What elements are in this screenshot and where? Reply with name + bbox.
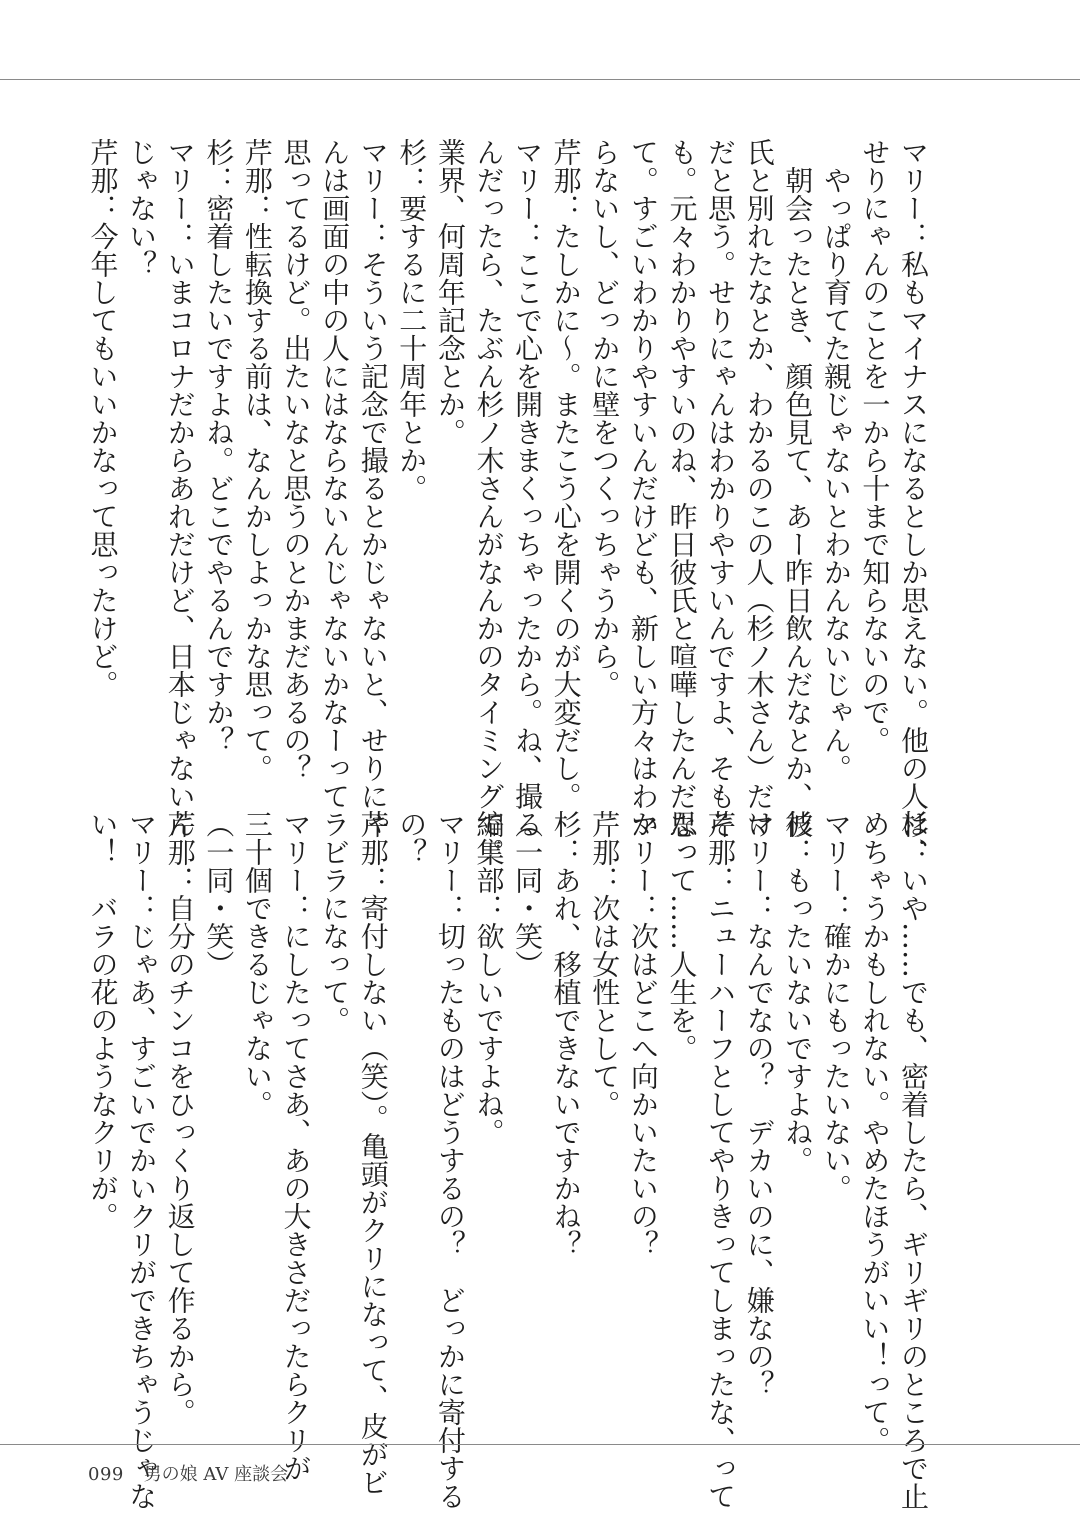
text-line: 編集部：欲しいですよね。 [472,810,506,1146]
text-line: 杉：密着したいですよね。どこでやるんですか？ [202,138,236,754]
text-line: 芹那：ニューハーフとしてやりきってしまったな、って [704,810,738,1510]
text-line: ラビラになって。 [318,810,352,1034]
text-line: の？ [395,810,429,866]
text-line: めちゃうかもしれない。やめたほうがいい！って。 [858,810,892,1454]
text-line: 芹那：寄付しない（笑）。亀頭がクリになって、皮がビ [356,810,390,1496]
text-line: やっぱり育てた親じゃないとわかんないじゃん。 [819,138,853,782]
text-line: 芹那：次は女性として。 [588,810,622,1118]
text-line: 三十個できるじゃない。 [240,810,274,1118]
bottom-rule [0,1444,1080,1445]
text-line: 杉：いや……でも、密着したら、ギリギリのところで止 [897,810,930,1510]
text-line: 杉：要するに二十周年とか。 [395,138,429,502]
text-line: マリー：そういう記念で撮るとかじゃないと、せりにゃ [356,138,390,838]
top-rule [0,79,1080,80]
section-title: 男の娘 AV 座談会 [143,1464,289,1485]
text-line: んは画面の中の人にはならないんじゃないかなーって [318,138,352,810]
text-line: 芹那：自分のチンコをひっくり返して作るから。 [163,810,197,1426]
text-line: んだったら、たぶん杉ノ木さんがなんかのタイミングで。 [472,138,506,866]
text-line: マリー：確かにもったいない。 [819,810,853,1202]
text-line: い！ バラの花のようなクリが。 [86,810,120,1230]
text-line: せりにゃんのことを一から十まで知らないので。 [858,138,892,754]
text-line: マリー：次はどこへ向かいたいの？ [626,810,660,1258]
text-line: 業界、何周年記念とか。 [433,138,467,446]
text-line: マリー：なんでなの？ デカいのに、嫌なの？ [742,810,776,1398]
text-line: （一同・笑） [511,810,545,978]
text-line: らないし、どっかに壁をつくっちゃうから。 [588,138,622,698]
text-line: 芹那：今年してもいいかなって思ったけど。 [86,138,120,698]
text-line: マリー：いまコロナだからあれだけど、日本じゃないん [163,138,197,838]
text-line: マリー：にしたってさあ、あの大きさだったらクリが [279,810,313,1482]
text-line: 氏と別れたなとか、わかるのこの人（杉ノ木さん）だけ [742,138,776,838]
page-number: 099 [88,1464,124,1485]
text-line: て。すごいわかりやすいんだけども、新しい方々はわか [626,138,660,838]
text-line: 杉：あれ、移植できないですかね？ [549,810,583,1258]
text-line: マリー：ここで心を開きまくっちゃったから。ね、撮る [511,138,545,838]
text-line: じゃない？ [125,138,159,278]
text-line: 思って……人生を。 [665,810,699,1062]
page-footer [88,1460,288,1486]
text-line: マリー：じゃあ、すごいでかいクリができちゃうじゃな [125,810,159,1510]
text-line: 芹那：たしかに〜。またこう心を開くのが大変だし。 [549,138,583,810]
text-line: も。元々わかりやすいのね、昨日彼氏と喧嘩したんだなっ [665,138,699,866]
upper-text-column [86,138,932,866]
text-line: マリー：切ったものはどうするの？ どっかに寄付する [433,810,467,1510]
text-line: だと思う。せりにゃんはわかりやすいんですよ、そもそ [704,138,738,838]
text-line: 芹那：性転換する前は、なんかしよっかな思って。 [240,138,274,782]
text-line: （一同・笑） [202,810,236,978]
text-line: マリー：私もマイナスになるとしか思えない。他の人は、 [897,138,930,866]
text-line: 杉：もったいないですよね。 [781,810,815,1174]
text-line: 思ってるけど。出たいなと思うのとかまだあるの？ [279,138,313,782]
text-line: 朝会ったとき、顔色見て、あー昨日飲んだなとか、彼 [781,138,815,838]
